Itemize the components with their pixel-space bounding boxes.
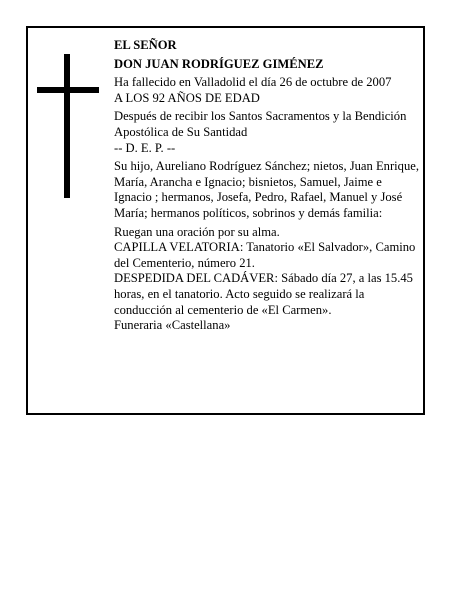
- funeral-home: Funeraria «Castellana»: [114, 318, 231, 333]
- death-statement: Ha fallecido en Valladolid el día 26 de octubre de 2007: [114, 75, 392, 90]
- prayer-request: Ruegan una oración por su alma.: [114, 224, 280, 239]
- cross-horizontal-bar: [37, 87, 99, 93]
- family-list: Su hijo, Aureliano Rodríguez Sánchez; nietos, Juan Enrique, María, Arancha e Ignacio; bisnietos, Samuel, Jaime e Ignacio ; hermanos, Josefa, Pedro, Rafael, Manuel y José María; hermanos políticos, sobrinos y demás familia:: [114, 159, 419, 220]
- chapel-info: CAPILLA VELATORIA: Tanatorio «El Salvador», Camino del Cementerio, número 21.: [114, 240, 416, 270]
- farewell-info: DESPEDIDA DEL CADÁVER: Sábado día 27, a las 15.45 horas, en el tanatorio. Acto seguido se realizará la conducción al cementerio de «El Carmen».: [114, 271, 413, 317]
- title-line-2: DON JUAN RODRÍGUEZ GIMÉNEZ: [114, 56, 324, 71]
- sacraments-statement: Después de recibir los Santos Sacramentos y la Bendición Apostólica de Su Santidad: [114, 109, 407, 139]
- obituary-text: [114, 38, 422, 334]
- age-statement: A LOS 92 AÑOS DE EDAD: [114, 90, 260, 105]
- cross-vertical-bar: [64, 54, 70, 198]
- title-line-1: EL SEÑOR: [114, 38, 177, 52]
- cross-icon: [37, 54, 99, 198]
- dep-line: -- D. E. P. --: [114, 140, 176, 155]
